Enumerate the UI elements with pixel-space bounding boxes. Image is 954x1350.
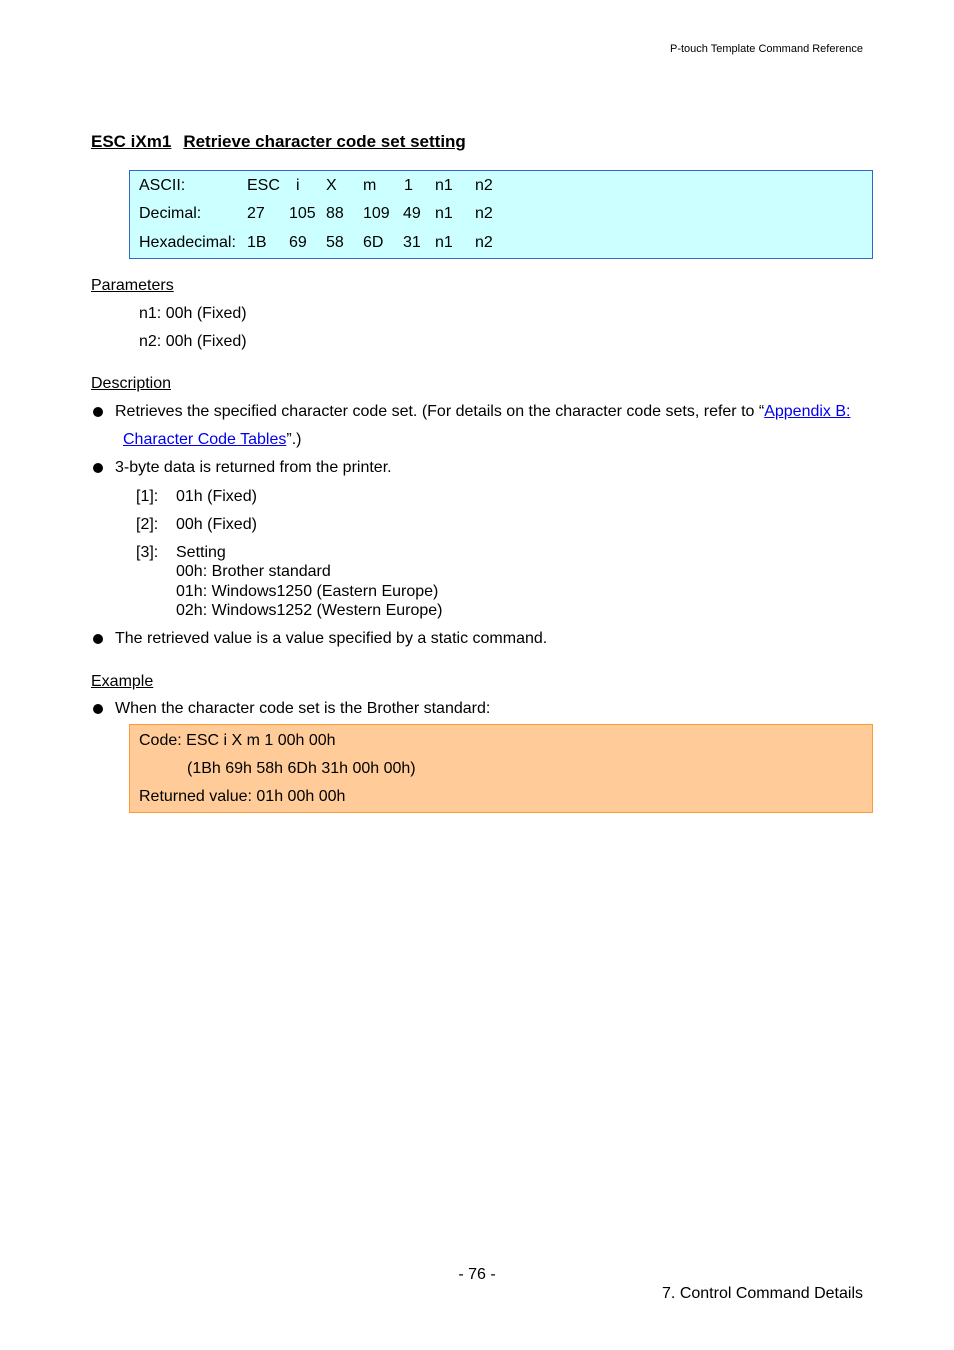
ascii-row bbox=[130, 177, 872, 197]
cell: 58 bbox=[326, 234, 344, 251]
example-hex-line: (1Bh 69h 58h 6Dh 31h 00h 00h) bbox=[187, 760, 416, 777]
running-header: P-touch Template Command Reference bbox=[669, 43, 863, 55]
cell: X bbox=[326, 177, 337, 194]
parameters-heading: Parameters bbox=[91, 277, 174, 294]
cell: n2 bbox=[475, 177, 493, 194]
cell: n2 bbox=[475, 234, 493, 251]
character-code-tables-link[interactable]: Character Code Tables bbox=[123, 431, 287, 448]
cell: m bbox=[363, 177, 377, 194]
cell: 1B bbox=[247, 234, 267, 251]
byte-value: 01h (Fixed) bbox=[176, 488, 257, 505]
byte-value: 00h (Fixed) bbox=[176, 516, 257, 533]
bullet-icon bbox=[93, 704, 103, 714]
description-bullet-1-line-2 bbox=[123, 431, 301, 449]
cell: 31 bbox=[403, 234, 421, 251]
cell: 6D bbox=[363, 234, 384, 251]
bullet-text: Retrieves the specified character code set. (For details on the character code sets, refer to “ bbox=[115, 403, 765, 420]
cell: 49 bbox=[403, 205, 421, 222]
row-label: ASCII: bbox=[139, 177, 186, 194]
cell: 88 bbox=[326, 205, 344, 222]
description-bullet-2: 3-byte data is returned from the printer. bbox=[115, 459, 392, 476]
cell: 109 bbox=[363, 205, 390, 222]
decimal-row bbox=[130, 205, 872, 225]
cell: n1 bbox=[435, 205, 453, 222]
setting-option: 01h: Windows1250 (Eastern Europe) bbox=[176, 583, 439, 600]
row-label: Decimal: bbox=[139, 205, 202, 222]
hexadecimal-row bbox=[130, 234, 872, 254]
cell: ESC bbox=[247, 177, 280, 194]
example-returned-value: Returned value: 01h 00h 00h bbox=[139, 788, 346, 805]
description-bullet-1-line-1 bbox=[115, 403, 850, 421]
cell: i bbox=[296, 177, 300, 194]
cell: n2 bbox=[475, 205, 493, 222]
example-bullet: When the character code set is the Brother standard: bbox=[115, 700, 491, 717]
parameter-n1: n1: 00h (Fixed) bbox=[139, 305, 247, 322]
cell: 27 bbox=[247, 205, 265, 222]
cell: 1 bbox=[404, 177, 413, 194]
byte-index: [2]: bbox=[136, 516, 159, 533]
setting-option: 00h: Brother standard bbox=[176, 563, 331, 580]
example-heading: Example bbox=[91, 673, 154, 690]
page-title bbox=[91, 132, 466, 152]
cell: 69 bbox=[289, 234, 307, 251]
byte-value: Setting bbox=[176, 544, 226, 561]
setting-option: 02h: Windows1252 (Western Europe) bbox=[176, 602, 443, 619]
bullet-text-tail: ”.) bbox=[286, 431, 302, 448]
example-code-box bbox=[129, 724, 873, 813]
page-number: - 76 - bbox=[458, 1266, 496, 1283]
cell: n1 bbox=[435, 234, 453, 251]
byte-index: [1]: bbox=[136, 488, 159, 505]
command-title: Retrieve character code set setting bbox=[183, 132, 466, 151]
example-code-line: Code: ESC i X m 1 00h 00h bbox=[139, 732, 336, 749]
command-name: ESC iXm1 bbox=[91, 132, 172, 151]
description-heading: Description bbox=[91, 375, 172, 392]
bullet-icon bbox=[93, 634, 103, 644]
row-label: Hexadecimal: bbox=[139, 234, 236, 251]
bullet-icon bbox=[93, 407, 103, 417]
cell: 105 bbox=[289, 205, 316, 222]
appendix-b-link[interactable]: Appendix B: bbox=[764, 403, 851, 420]
parameter-n2: n2: 00h (Fixed) bbox=[139, 333, 247, 350]
bullet-icon bbox=[93, 463, 103, 473]
cell: n1 bbox=[435, 177, 453, 194]
byte-index: [3]: bbox=[136, 544, 159, 561]
description-bullet-3: The retrieved value is a value specified by a static command. bbox=[115, 630, 548, 647]
chapter-footer: 7. Control Command Details bbox=[662, 1285, 863, 1302]
command-definition-box bbox=[129, 170, 873, 259]
